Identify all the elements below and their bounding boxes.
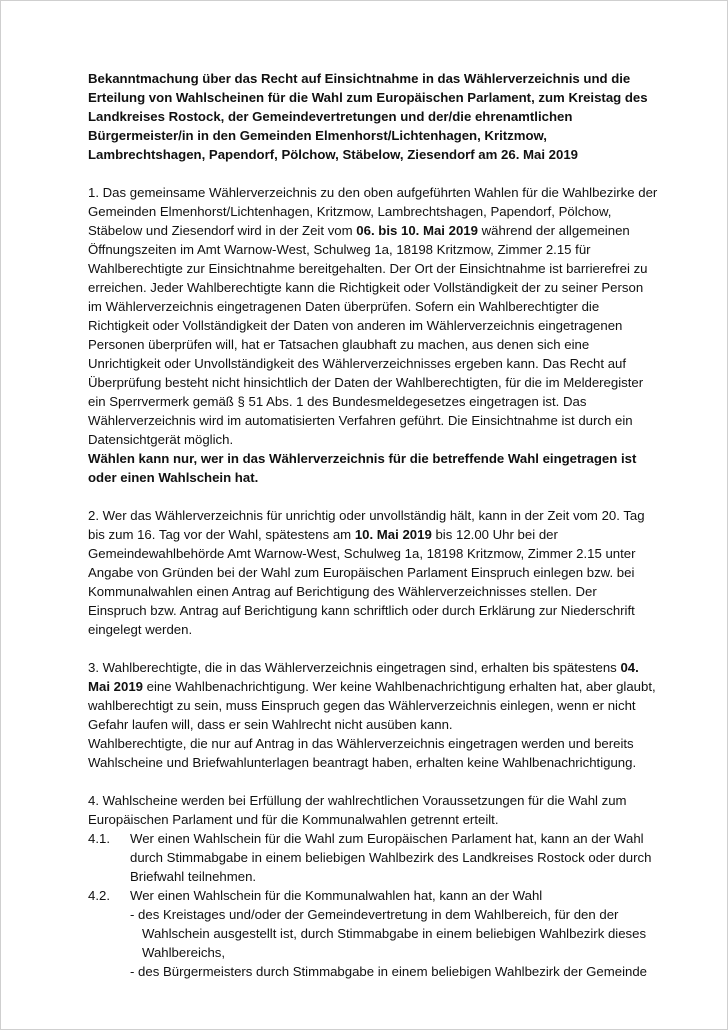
section-1-text-b: während der allgemeinen Öffnungszeiten im Amt Warnow-West, Schulweg 1a, 18198 Kritzmow, Zimmer 2.15 für Wahlberechtigte zur Einsichtnahme bereitgehalten. Der Ort der Einsichtnahme ist barrierefrei zu erreichen. Jeder Wahlberechtigte kann die Richtigkeit oder Vollständigkeit der zu seiner Person im Wählerverzeichnis eingetragenen Daten überprüfen. Sofern ein Wahlberechtigter die Richtigkeit oder Vollständigkeit der Daten von anderen im Wählerverzeichnis eingetragenen Personen überprüfen will, hat er Tatsachen glaubhaft zu machen, aus denen sich eine Unrichtigkeit oder Unvollständigkeit des Wählerverzeichnisses ergeben kann. Das Recht auf Überprüfung besteht nicht hinsichtlich der Daten der Wahlberechtigten, für die im Melderegister ein Sperrvermerk gemäß § 51 Abs. 1 des Bundesmeldegesetzes eingetragen ist. Das Wählerverzeichnis wird im automatisierten Verfahren geführt. Die Einsichtnahme ist durch ein Datensichtgerät möglich. — [88, 223, 648, 447]
section-3-text-a: 3. Wahlberechtigte, die in das Wählerverzeichnis eingetragen sind, erhalten bis spätestens — [88, 660, 621, 675]
section-4-2-list — [130, 905, 658, 981]
section-4-2 — [88, 886, 658, 905]
section-1-dates: 06. bis 10. Mai 2019 — [356, 223, 478, 238]
section-1 — [88, 183, 658, 487]
section-3 — [88, 658, 658, 772]
section-1-text-a: 1. Das gemeinsame Wählerverzeichnis zu den oben aufgeführten Wahlen für die Wahlbezirke der Gemeinden Elmenhorst/Lichtenhagen, Kritzmow, Lambrechtshagen, Papendorf, Pölchow, Stäbelow und Ziesendorf wird in der Zeit vom — [88, 185, 658, 238]
section-4-2-list-item-1: - des Kreistages und/oder der Gemeindevertretung in dem Wahlbereich, für den der Wahlschein ausgestellt ist, durch Stimmabgabe in einem beliebigen Wahlbezirk dieses Wahlbereichs, — [130, 907, 647, 960]
section-4-intro: 4. Wahlscheine werden bei Erfüllung der wahlrechtlichen Voraussetzungen für die Wahl zum Europäischen Parlament und für die Kommunalwahlen getrennt erteilt. — [88, 793, 627, 827]
section-1-text — [88, 183, 658, 449]
section-1-notice: Wählen kann nur, wer in das Wählerverzeichnis für die betreffende Wahl eingetragen ist oder einen Wahlschein hat. — [88, 451, 637, 485]
section-4-1 — [88, 829, 658, 886]
section-4-2-list-item-2: - des Bürgermeisters durch Stimmabgabe in einem beliebigen Wahlbezirk der Gemeinde — [130, 964, 648, 979]
section-2-text-b: bis 12.00 Uhr bei der Gemeindewahlbehörde Amt Warnow-West, Schulweg 1a, 18198 Kritzmow, Zimmer 2.15 unter Angabe von Gründen bei der Wahl zum Europäischen Parlament Einspruch einlegen bzw. bei Kommunalwahlen einen Antrag auf Berichtigung des Wählerverzeichnisses stellen. Der Einspruch bzw. Antrag auf Berichtigung kann schriftlich oder durch Erklärung zur Niederschrift eingelegt werden. — [88, 527, 636, 637]
document-title: Bekanntmachung über das Recht auf Einsichtnahme in das Wählerverzeichnis und die Erteilung von Wahlscheinen für die Wahl zum Europäischen Parlament, zum Kreistag des Landkreises Rostock, der Gemeindevertretungen und der/die ehrenamtlichen Bürgermeister/in in den Gemeinden Elmenhorst/Lichtenhagen, Kritzmow, Lambrechtshagen, Papendorf, Pölchow, Stäbelow, Ziesendorf am 26. Mai 2019 — [88, 71, 648, 162]
section-3-date: 04. Mai 2019 — [88, 660, 639, 694]
document-body — [88, 69, 658, 1000]
section-2-text — [88, 506, 658, 639]
section-4-2-text: Wer einen Wahlschein für die Kommunalwahlen hat, kann an der Wahl — [130, 888, 543, 903]
section-2-text-a: 2. Wer das Wählerverzeichnis für unrichtig oder unvollständig hält, kann in der Zeit vom 20. Tag bis zum 16. Tag vor der Wahl, spätestens am — [88, 508, 645, 542]
section-3-text-b: eine Wahlbenachrichtigung. Wer keine Wahlbenachrichtigung erhalten hat, aber glaubt, wahlberechtigt zu sein, muss Einspruch gegen das Wählerverzeichnis einlegen, wenn er nicht Gefahr laufen will, dass er sein Wahlrecht nicht ausüben kann. — [88, 679, 656, 732]
section-4-1-text: Wer einen Wahlschein für die Wahl zum Europäischen Parlament hat, kann an der Wahl durch Stimmabgabe in einem beliebigen Wahlbezirk des Landkreises Rostock oder durch Briefwahl teilnehmen. — [130, 831, 652, 884]
section-3-text — [88, 658, 658, 734]
section-4 — [88, 791, 658, 981]
section-4-1-number: 4.1. — [88, 831, 110, 846]
section-4-2-number: 4.2. — [88, 888, 110, 903]
section-2-date: 10. Mai 2019 — [354, 527, 432, 542]
section-2 — [88, 506, 658, 639]
section-3-text-c: Wahlberechtigte, die nur auf Antrag in das Wählerverzeichnis eingetragen werden und bereits Wahlscheine und Briefwahlunterlagen beantragt haben, erhalten keine Wahlbenachrichtigung. — [88, 736, 637, 770]
